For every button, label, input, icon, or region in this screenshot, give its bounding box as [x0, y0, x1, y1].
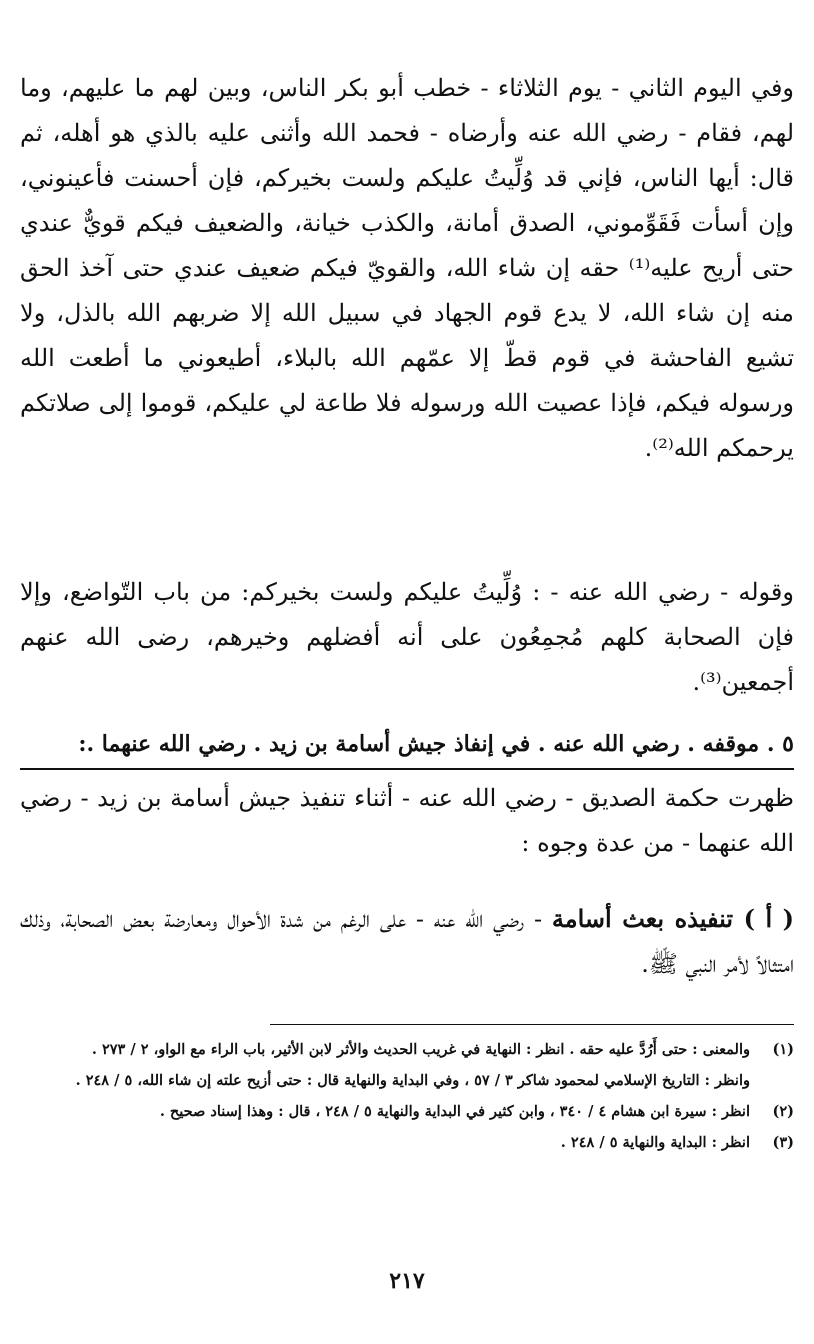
footnote-1	[20, 1036, 794, 1063]
footnote-separator	[270, 1024, 794, 1025]
point-a-body: - رضي الله عنه - على الرغم من شدة الأحوال ومعارضة بعض الصحابة، وذلك امتثالاً لأمر النبي ﷺ.	[20, 905, 794, 978]
page-number: ٢١٧	[389, 1268, 425, 1294]
footnote-number: (٣)	[772, 1134, 794, 1151]
point-a-lead: ( أ ) تنفيذه بعث أسامة	[551, 904, 794, 933]
footnote-number: (٢)	[772, 1103, 794, 1120]
heading-underline	[20, 768, 794, 770]
section-heading: ٥ . موقفه . رضي الله عنه . في إنفاذ جيش أسامة بن زيد . رضي الله عنهما .:	[78, 731, 794, 757]
footnote-3	[20, 1129, 794, 1156]
footnote-text: انظر : سيرة ابن هشام ٤ / ٣٤٠ ، وابن كثير في البداية والنهاية ٥ / ٢٤٨ ، قال : وهذا إسناد صحيح .	[159, 1103, 750, 1120]
footnote-number: (١)	[772, 1041, 794, 1058]
paragraph-point-a	[20, 896, 794, 987]
footnote-1-continuation: وانظر : التاريخ الإسلامي لمحمود شاكر ٣ / ٥٧ ، وفي البداية والنهاية قال : حتى أزيح علته إن شاء الله، ٥ / ٢٤٨ .	[75, 1072, 750, 1089]
footnote-text: انظر : البداية والنهاية ٥ / ٢٤٨ .	[560, 1134, 750, 1151]
footnotes	[20, 1036, 794, 1160]
footnote-2	[20, 1098, 794, 1125]
footnote-text: والمعنى : حتى أَرُدَّ عليه حقه . انظر : النهاية في غريب الحديث والأثر لابن الأثير، باب الراء مع الواو، ٢ / ٢٧٣ .	[91, 1041, 750, 1058]
paragraph-abu-bakr-speech: وفي اليوم الثاني - يوم الثلاثاء - خطب أبو بكر الناس، وبين لهم ما عليهم، وما لهم، فقام - رضي الله عنه وأرضاه - فحمد الله وأثنى عليه بالذي هو أهله، ثم قال: أيها الناس، فإني قد وُلِّيتُ عليكم ولست بخيركم، فإن أحسنت فأعينوني، وإن أسأت فَقَوِّموني، الصدق أمانة، والكذب خيانة، والضعيف فيكم قويٌّ عندي حتى أريح عليه⁽¹⁾ حقه إن شاء الله، والقويّ فيكم ضعيف عندي حتى آخذ الحق منه إن شاء الله، لا يدع قوم الجهاد في سبيل الله إلا ضربهم الله بالذل، ولا تشيع الفاحشة في قوم قطّ إلا عمّهم الله بالبلاء، أطيعوني ما أطعت الله ورسوله فيكم، فإذا عصيت الله ورسوله فلا طاعة لي عليكم، قوموا إلى صلاتكم يرحمكم الله⁽²⁾.	[20, 74, 794, 462]
paragraph-humility-comment: وقوله - رضي الله عنه - : وُلِّيتُ عليكم ولست بخيركم: من باب التّواضع، وإلا فإن الصحابة كلهم مُجمِعُون على أنه أفضلهم وخيرهم، رضى الله عنهم أجمعين⁽³⁾.	[20, 578, 795, 696]
paragraph-wisdom-intro: ظهرت حكمة الصديق - رضي الله عنه - أثناء تنفيذ جيش أسامة بن زيد - رضي الله عنهما - من عدة وجوه :	[20, 784, 794, 857]
